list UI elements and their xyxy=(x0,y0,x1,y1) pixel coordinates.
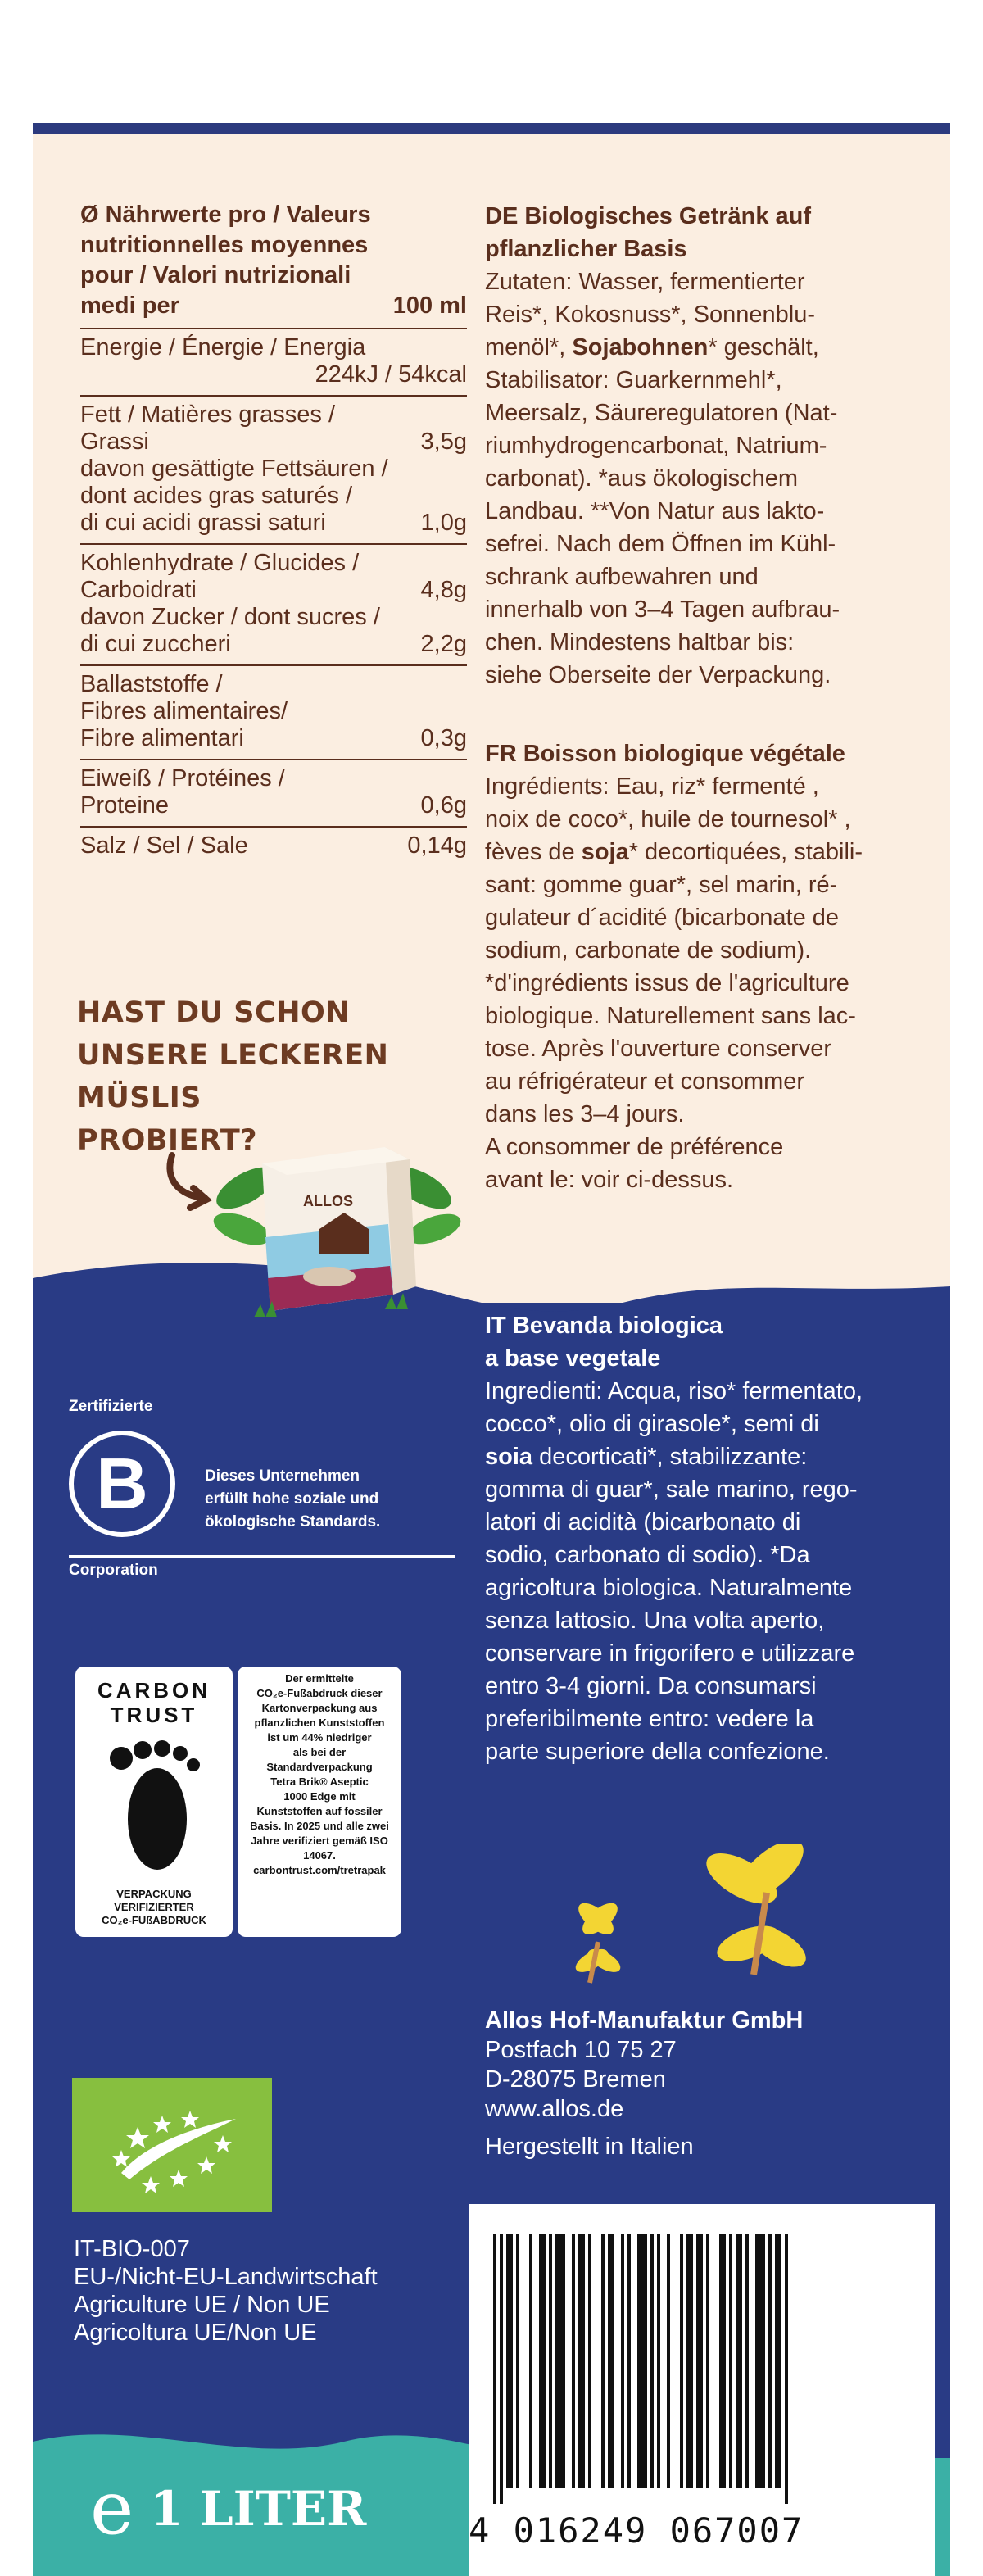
protein-label: Proteine xyxy=(80,792,170,819)
de-line: riumhydrogencarbonat, Natrium- xyxy=(485,433,827,459)
it-title: IT Bevanda biologica xyxy=(485,1313,723,1339)
fr-line: Ingrédients: Eau, riz* fermenté , xyxy=(485,773,819,800)
eu-origin-line: Agricoltura UE/Non UE xyxy=(74,2320,317,2346)
bcorp-logo xyxy=(66,1398,459,1594)
nutrition-row-fat xyxy=(80,395,467,537)
barcode-bar xyxy=(555,2234,565,2488)
company-line: D-28075 Bremen xyxy=(485,2066,666,2093)
protein-label: Eiweiß / Protéines / xyxy=(80,765,285,791)
de-line xyxy=(485,331,927,364)
de-line: siehe Oberseite der Verpackung. xyxy=(485,662,831,688)
fr-line xyxy=(485,836,927,868)
text-de xyxy=(485,200,927,692)
carbon-info-line: Kartonverpackung aus xyxy=(261,1702,378,1714)
barcode-bar xyxy=(608,2234,614,2488)
estimated-sign-icon: e xyxy=(90,2465,134,2551)
nutrition-header-line: pour / Valori nutrizionali xyxy=(80,262,351,288)
carbon-info-line: als bei der xyxy=(292,1746,347,1758)
carbon-trust-footer xyxy=(75,1888,233,1927)
carb-value: 4,8g xyxy=(420,577,467,603)
volume-mark xyxy=(90,2465,367,2551)
nutrition-row-energy xyxy=(80,328,467,388)
de-title: pflanzlicher Basis xyxy=(485,236,687,262)
fibre-label: Fibres alimentaires/ xyxy=(80,698,288,724)
carb-label: Carboidrati xyxy=(80,577,197,603)
de-line: Meersalz, Säureregulatoren (Nat- xyxy=(485,400,838,426)
fr-line: sodium, carbonate de sodium). xyxy=(485,937,812,964)
de-text: * geschält, xyxy=(708,334,819,361)
carb-label: Kohlenhydrate / Glucides / xyxy=(80,550,360,576)
fr-line: *d'ingrédients issus de l'agriculture xyxy=(485,970,849,996)
fr-line: tose. Après l'ouverture conserver xyxy=(485,1036,832,1062)
de-line: Stabilisator: Guarkernmehl*, xyxy=(485,367,782,393)
fr-line: au réfrigérateur et consommer xyxy=(485,1068,805,1095)
muesli-box-illustration xyxy=(139,1122,483,1336)
fr-line: noix de coco*, huile de tournesol* , xyxy=(485,806,851,832)
barcode-bar xyxy=(785,2234,788,2504)
sugar-label: davon Zucker / dont sucres / xyxy=(80,604,380,630)
barcode-bar xyxy=(493,2234,496,2504)
barcode-bar xyxy=(696,2234,703,2488)
carbon-trust-info xyxy=(238,1667,401,1937)
bcorp-top-text: Zertifizierte xyxy=(69,1398,153,1415)
flower-illustration xyxy=(541,1844,934,2007)
footprint-icon xyxy=(105,1737,203,1876)
de-line: chen. Mindestens haltbar bis: xyxy=(485,629,795,655)
de-line: carbonat). *aus ökologischem xyxy=(485,465,799,492)
protein-value: 0,6g xyxy=(420,792,467,819)
de-line: sefrei. Nach dem Öffnen im Kühl- xyxy=(485,531,836,557)
carbon-info-line: Kunststoffen auf fossiler xyxy=(256,1805,383,1817)
nutrition-table xyxy=(80,200,467,859)
carbon-trust-title xyxy=(75,1678,233,1727)
it-line: agricoltura biologica. Naturalmente xyxy=(485,1575,853,1601)
nutrition-per-amount: 100 ml xyxy=(392,293,467,319)
teaser-line: UNSERE LECKEREN MÜSLIS xyxy=(77,1039,389,1114)
fat-label: Grassi xyxy=(80,429,149,455)
de-allergen: Sojabohnen xyxy=(572,334,709,361)
carbon-footer-line: VERIFIZIERTER xyxy=(114,1901,194,1913)
bcorp-statement xyxy=(205,1465,451,1534)
barcode-bar xyxy=(706,2234,709,2488)
de-line: schrank aufbewahren und xyxy=(485,564,759,590)
carbon-info-line: Tetra Brik® Aseptic xyxy=(270,1776,369,1788)
bcorp-circle-icon xyxy=(69,1431,175,1537)
barcode-bar xyxy=(719,2234,726,2488)
barcode-bar xyxy=(680,2234,683,2488)
carbon-info-line: carbontrust.com/tretrapak xyxy=(253,1864,386,1876)
bcorp-bottom-text: Corporation xyxy=(69,1562,158,1579)
salt-value: 0,14g xyxy=(407,832,467,859)
saturated-label: dont acides gras saturés / xyxy=(80,483,353,509)
fr-text: fèves de xyxy=(485,839,582,865)
carbon-title-line: TRUST xyxy=(110,1703,198,1727)
nutrition-row-salt xyxy=(80,826,467,859)
carbon-info-line: ist um 44% niedriger xyxy=(267,1731,372,1744)
text-it xyxy=(485,1309,927,1768)
it-allergen: soia xyxy=(485,1444,533,1470)
carton-back xyxy=(33,123,950,2576)
barcode-bar xyxy=(637,2234,647,2488)
fr-line: biologique. Naturellement sans lac- xyxy=(485,1003,856,1029)
eu-organic-logo xyxy=(72,2078,272,2212)
barcode-bar xyxy=(529,2234,532,2488)
carbon-info-line: Der ermittelte xyxy=(285,1672,354,1685)
it-line: cocco*, olio di girasole*, semi di xyxy=(485,1411,819,1437)
it-line: latori di acidità (bicarbonato di xyxy=(485,1509,801,1535)
fr-line: dans les 3–4 jours. xyxy=(485,1101,685,1127)
saturated-label: di cui acidi grassi saturi xyxy=(80,510,326,536)
salt-label: Salz / Sel / Sale xyxy=(80,832,248,859)
barcode-bar xyxy=(729,2234,732,2488)
company-line: Postfach 10 75 27 xyxy=(485,2037,677,2063)
barcode-bar xyxy=(736,2234,742,2488)
barcode-bar xyxy=(601,2234,605,2488)
de-line: Zutaten: Wasser, fermentierter xyxy=(485,269,805,295)
energy-label: Energie / Énergie / Energia xyxy=(80,334,366,361)
barcode-bar xyxy=(657,2234,660,2488)
carbon-info-line: Standardverpackung xyxy=(266,1761,373,1773)
sugar-value: 2,2g xyxy=(420,631,467,657)
company-made-in: Hergestellt in Italien xyxy=(485,2134,694,2160)
de-line: innerhalb von 3–4 Tagen aufbrau- xyxy=(485,596,840,623)
barcode-bar xyxy=(745,2234,749,2488)
saturated-value: 1,0g xyxy=(420,510,467,536)
carbon-trust-logo xyxy=(75,1667,233,1937)
fibre-label: Ballaststoffe / xyxy=(80,671,223,697)
nutrition-header-line: nutritionnelles moyennes xyxy=(80,232,369,258)
it-line: sodio, carbonato di sodio). *Da xyxy=(485,1542,810,1568)
bcorp-letter: B xyxy=(96,1443,148,1524)
carbon-footer-line: VERPACKUNG xyxy=(116,1888,192,1900)
carbon-info-line: pflanzlichen Kunststoffen xyxy=(254,1717,385,1729)
volume-label: 1 LITER xyxy=(150,2481,367,2537)
nutrition-header xyxy=(80,200,467,321)
barcode-digits: 4 016249 067007 xyxy=(469,2510,804,2551)
it-line: entro 3-4 giorni. Da consumarsi xyxy=(485,1673,817,1699)
bcorp-statement-line: ökologische Standards. xyxy=(205,1513,381,1531)
it-line: senza lattosio. Una volta aperto, xyxy=(485,1608,825,1634)
sugar-label: di cui zuccheri xyxy=(80,631,231,657)
barcode-bar xyxy=(755,2234,765,2488)
company-address xyxy=(485,2006,927,2161)
top-edge-stripe xyxy=(33,123,950,134)
it-line: Ingredienti: Acqua, riso* fermentato, xyxy=(485,1378,863,1404)
it-text: decorticati*, stabilizzante: xyxy=(532,1444,808,1470)
barcode-bar xyxy=(621,2234,624,2488)
eu-origin-line: EU-/Nicht-EU-Landwirtschaft xyxy=(74,2264,378,2290)
it-line: conservare in frigorifero e utilizzare xyxy=(485,1640,855,1667)
bcorp-statement-line: erfüllt hohe soziale und xyxy=(205,1490,379,1508)
de-line: Landbau. **Von Natur aus lakto- xyxy=(485,498,825,524)
barcode-bar xyxy=(516,2234,519,2488)
barcode-bar xyxy=(549,2234,552,2488)
fat-value: 3,5g xyxy=(420,429,467,455)
box-brand-label: ALLOS xyxy=(303,1193,353,1209)
company-name: Allos Hof-Manufaktur GmbH xyxy=(485,2007,804,2034)
barcode-bar xyxy=(578,2234,585,2488)
nutrition-row-fibre xyxy=(80,664,467,752)
barcode-bar xyxy=(775,2234,781,2488)
barcode-bar xyxy=(768,2234,772,2488)
carbon-info-line: Jahre verifiziert gemäß ISO xyxy=(251,1834,388,1847)
nutrition-row-protein xyxy=(80,759,467,819)
fr-line: sant: gomme guar*, sel marin, ré- xyxy=(485,872,838,898)
it-title: a base vegetale xyxy=(485,1345,661,1372)
company-website: www.allos.de xyxy=(485,2096,624,2122)
barcode-bar xyxy=(500,2234,503,2504)
it-line: parte superiore della confezione. xyxy=(485,1739,830,1765)
carbon-title-line: CARBON xyxy=(97,1678,211,1703)
carbon-info-line: CO₂e-Fußabdruck dieser xyxy=(256,1687,383,1699)
fat-label: Fett / Matières grasses / xyxy=(80,401,336,428)
teaser-line: HAST DU SCHON xyxy=(77,996,351,1029)
barcode-bar xyxy=(572,2234,575,2488)
de-text: menöl*, xyxy=(485,334,573,361)
eu-leaf-stars-icon xyxy=(72,2078,272,2212)
barcode-bar xyxy=(686,2234,693,2488)
de-title: DE Biologisches Getränk auf xyxy=(485,203,812,229)
eu-origin-text xyxy=(74,2235,467,2347)
barcode-bar xyxy=(667,2234,670,2488)
bcorp-statement-line: Dieses Unternehmen xyxy=(205,1467,360,1485)
barcode-bars xyxy=(488,2234,914,2504)
carbon-footer-line: CO₂e-FUßABDRUCK xyxy=(102,1914,206,1926)
barcode-bar xyxy=(539,2234,546,2488)
carbon-info-line: 14067. xyxy=(303,1849,336,1862)
saturated-label: davon gesättigte Fettsäuren / xyxy=(80,456,388,482)
bcorp-divider xyxy=(69,1555,455,1558)
nutrition-header-line: Ø Nährwerte pro / Valeurs xyxy=(80,202,371,228)
it-line xyxy=(485,1440,927,1473)
it-line: gomma di guar*, sale marino, rego- xyxy=(485,1476,858,1503)
fibre-value: 0,3g xyxy=(420,725,467,751)
fr-title: FR Boisson biologique végétale xyxy=(485,741,845,767)
carbon-info-line: Basis. In 2025 und alle zwei xyxy=(250,1820,389,1832)
teaser-line: PROBIERT? xyxy=(77,1124,258,1157)
barcode-bar xyxy=(650,2234,654,2488)
it-line: preferibilmente entro: vedere la xyxy=(485,1706,814,1732)
nutrition-header-line: medi per xyxy=(80,293,179,319)
de-line: Reis*, Kokosnuss*, Sonnenblu- xyxy=(485,302,816,328)
fr-allergen: soja xyxy=(581,839,629,865)
text-fr xyxy=(485,737,927,1196)
carbon-trust-label xyxy=(75,1667,403,1937)
fr-line: avant le: voir ci-dessus. xyxy=(485,1167,734,1193)
fr-line: A consommer de préférence xyxy=(485,1134,784,1160)
energy-value: 224kJ / 54kcal xyxy=(315,361,467,388)
nutrition-row-carbs xyxy=(80,543,467,658)
fr-text: * decortiquées, stabili- xyxy=(628,839,863,865)
eu-origin-line: Agriculture UE / Non UE xyxy=(74,2292,330,2318)
eu-code: IT-BIO-007 xyxy=(74,2236,190,2262)
carbon-info-line: 1000 Edge mit xyxy=(283,1790,356,1803)
fibre-label: Fibre alimentari xyxy=(80,725,244,751)
barcode xyxy=(469,2204,935,2576)
barcode-bar xyxy=(588,2234,591,2488)
barcode-bar xyxy=(506,2234,513,2488)
barcode-bar xyxy=(627,2234,631,2488)
fr-line: gulateur d´acidité (bicarbonate de xyxy=(485,905,840,931)
